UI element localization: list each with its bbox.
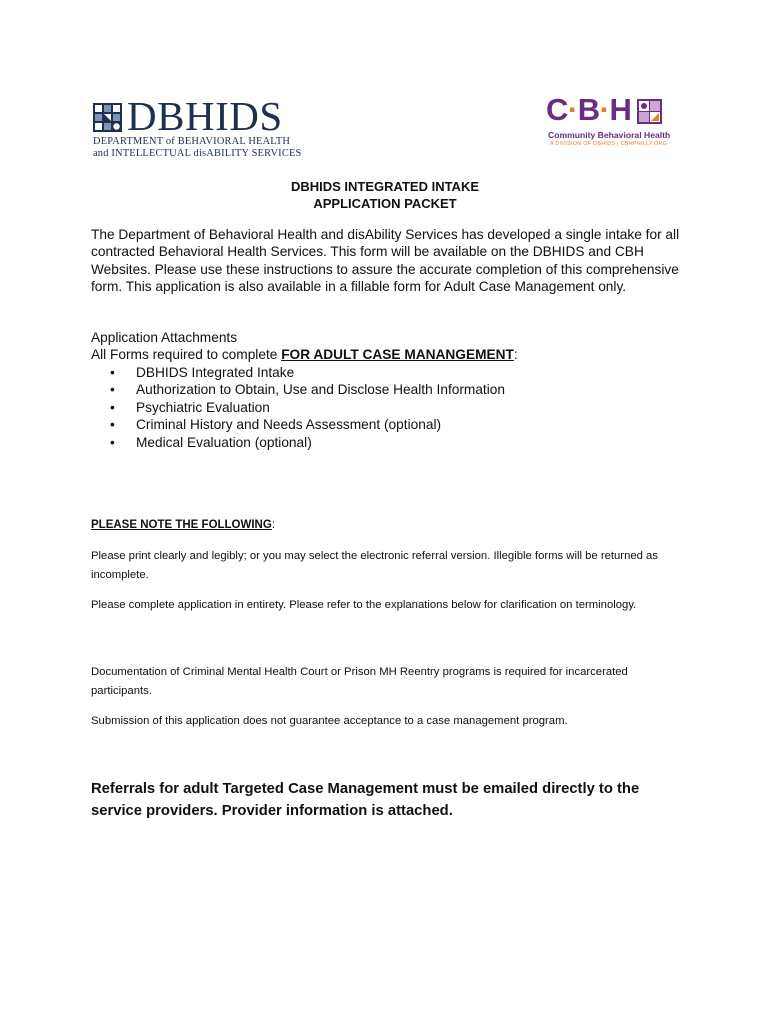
dbhids-subtitle-line-1: DEPARTMENT of BEHAVIORAL HEALTH [93, 136, 291, 147]
list-item: • Psychiatric Evaluation [108, 399, 505, 416]
page-title-line-1: DBHIDS INTEGRATED INTAKE [290, 179, 480, 194]
notes-heading [91, 517, 275, 533]
dbhids-logo [93, 93, 303, 162]
attachments-prefix: All Forms required to complete [91, 347, 282, 362]
cbh-logo [545, 92, 671, 152]
cbh-wordmark [546, 93, 631, 127]
note-paragraph: Documentation of Criminal Mental Health Court or Prison MH Reentry programs is required for incarcerated participants. [91, 666, 628, 697]
attachments-suffix: : [513, 347, 518, 362]
required-forms-list [108, 364, 505, 451]
note-paragraph: Submission of this application does not guarantee acceptance to a case management program. [91, 715, 568, 727]
attachments-emphasis: FOR ADULT CASE MANANGEMENT [281, 347, 514, 362]
notes-heading-text: PLEASE NOTE THE FOLLOWING [91, 519, 272, 531]
note-paragraph: Please complete application in entirety. Please refer to the explanations below for clarification on terminology. [91, 599, 637, 611]
referral-statement: Referrals for adult Targeted Case Management must be emailed directly to the service providers. Provider information is attached. [91, 781, 640, 819]
dbhids-wordmark: DBHIDS [127, 93, 283, 139]
page-title-line-2: APPLICATION PACKET [313, 196, 457, 211]
cbh-mosaic-icon [637, 99, 662, 124]
cbh-letter-c: C [546, 92, 568, 127]
dbhids-grid-icon [93, 103, 122, 132]
dbhids-subtitle-line-2: and INTELLECTUAL disABILITY SERVICES [93, 148, 302, 159]
cbh-dot-1: · [567, 92, 578, 127]
list-item: • DBHIDS Integrated Intake [108, 364, 505, 381]
notes-heading-suffix: : [271, 519, 276, 531]
attachments-intro-line [91, 346, 518, 363]
cbh-letter-h: H [609, 92, 632, 127]
cbh-name: Community Behavioral Health [548, 130, 671, 140]
intro-paragraph: The Department of Behavioral Health and disAbility Services has developed a single intake for all contracted Behavioral Health Services. This form will be available on the DBHIDS and CBH Websites. Please use these instructions to assure the accurate completion of this comprehensive form. This application is also available in a fillable form for Adult Case Management only. [91, 227, 680, 295]
cbh-letter-b: B [577, 92, 600, 127]
attachments-heading: Application Attachments [91, 330, 238, 345]
list-item: • Authorization to Obtain, Use and Disclose Health Information [108, 381, 505, 398]
list-item: • Medical Evaluation (optional) [108, 434, 505, 451]
note-paragraph: Please print clearly and legibly; or you may select the electronic referral version. Illegible forms will be returned as incomplete. [91, 550, 658, 581]
cbh-tagline: A DIVISION OF DBHIDS | CBHPHILLY.ORG [550, 141, 668, 147]
cbh-dot-2: · [599, 92, 610, 127]
list-item: • Criminal History and Needs Assessment (optional) [108, 416, 505, 433]
